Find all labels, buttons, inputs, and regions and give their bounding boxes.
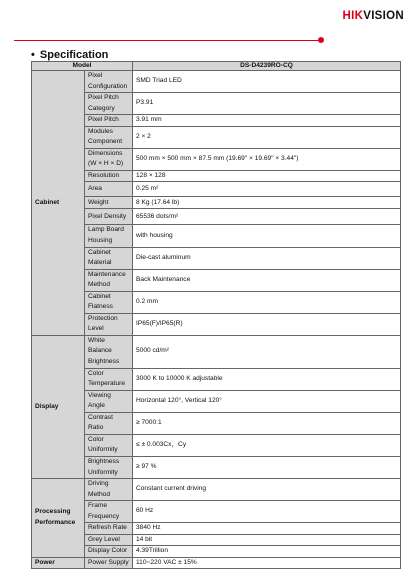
header-rule-dot: [318, 37, 324, 43]
header-rule: [14, 40, 319, 41]
table-row: [32, 534, 401, 546]
value-cell: with housing: [133, 225, 401, 247]
table-row: [32, 434, 401, 456]
value-cell: Horizontal 120°, Vertical 120°: [133, 390, 401, 412]
section-bullet: •: [31, 49, 35, 61]
attribute-cell: Maintenance Method: [85, 269, 133, 291]
table-row: [32, 197, 401, 209]
table-row: [32, 291, 401, 313]
table-header-row: [32, 62, 401, 71]
attribute-cell: Display Color: [85, 546, 133, 558]
attribute-cell: Power Supply: [85, 557, 133, 569]
attribute-cell: Lamp Board Housing: [85, 225, 133, 247]
brand-logo: [343, 10, 405, 22]
attribute-cell: Pixel Density: [85, 209, 133, 225]
value-cell: 0.25 m²: [133, 182, 401, 197]
section-title-text: Specification: [39, 49, 109, 61]
attribute-cell: Frame Frequency: [85, 501, 133, 523]
table-row: [32, 148, 401, 170]
brand-logo-prefix: HIK: [342, 10, 364, 22]
table-row: [32, 170, 401, 182]
model-value: DS-D4239RO-CQ: [133, 62, 401, 71]
table-row: [32, 247, 401, 269]
attribute-cell: Modules Component: [85, 126, 133, 148]
table-row: [32, 225, 401, 247]
category-cell: Processing Performance: [32, 479, 85, 558]
category-cell: Power: [32, 557, 85, 569]
value-cell: 500 mm × 500 mm × 87.5 mm (19.69" × 19.69" × 3.44"): [133, 148, 401, 170]
category-cell: Display: [32, 335, 85, 478]
value-cell: 128 × 128: [133, 170, 401, 182]
value-cell: IP65(F)/IP65(R): [133, 313, 401, 335]
table-row: [32, 93, 401, 115]
table-row: [32, 456, 401, 478]
table-row: [32, 335, 401, 368]
value-cell: ≥ 97 %: [133, 456, 401, 478]
value-cell: 110~220 VAC ± 15%: [133, 557, 401, 569]
attribute-cell: Refresh Rate: [85, 523, 133, 535]
value-cell: 14 bit: [133, 534, 401, 546]
value-cell: 3000 K to 10000 K adjustable: [133, 368, 401, 390]
attribute-cell: Contrast Ratio: [85, 412, 133, 434]
value-cell: 4.39Trillion: [133, 546, 401, 558]
value-cell: Constant current driving: [133, 479, 401, 501]
attribute-cell: Weight: [85, 197, 133, 209]
value-cell: 0.2 mm: [133, 291, 401, 313]
table-row: [32, 126, 401, 148]
value-cell: Die-cast aluminum: [133, 247, 401, 269]
attribute-cell: Protection Level: [85, 313, 133, 335]
attribute-cell: Dimensions (W × H × D): [85, 148, 133, 170]
value-cell: ≥ 7000:1: [133, 412, 401, 434]
table-row: [32, 71, 401, 93]
table-row: [32, 368, 401, 390]
attribute-cell: Cabinet Flatness: [85, 291, 133, 313]
value-cell: 2 × 2: [133, 126, 401, 148]
model-label: Model: [32, 62, 133, 71]
value-cell: P3.91: [133, 93, 401, 115]
value-cell: 65536 dots/m²: [133, 209, 401, 225]
value-cell: SMD Triad LED: [133, 71, 401, 93]
specification-table: [31, 61, 401, 569]
attribute-cell: Viewing Angle: [85, 390, 133, 412]
brand-logo-suffix: VISION: [363, 10, 404, 22]
table-body: [32, 71, 401, 569]
attribute-cell: Color Temperature: [85, 368, 133, 390]
value-cell: Back Maintenance: [133, 269, 401, 291]
value-cell: 3.91 mm: [133, 115, 401, 127]
attribute-cell: Grey Level: [85, 534, 133, 546]
table-row: [32, 209, 401, 225]
attribute-cell: Brightness Uniformity: [85, 456, 133, 478]
table-row: [32, 546, 401, 558]
attribute-cell: Area: [85, 182, 133, 197]
value-cell: 8 Kg (17.64 lb): [133, 197, 401, 209]
section-title: [31, 49, 108, 61]
table-row: [32, 523, 401, 535]
table-row: [32, 412, 401, 434]
table-row: [32, 557, 401, 569]
table-row: [32, 479, 401, 501]
category-cell: Cabinet: [32, 71, 85, 336]
table-row: [32, 182, 401, 197]
attribute-cell: Pixel Configuration: [85, 71, 133, 93]
attribute-cell: Pixel Pitch: [85, 115, 133, 127]
table-row: [32, 501, 401, 523]
attribute-cell: Resolution: [85, 170, 133, 182]
table-row: [32, 390, 401, 412]
attribute-cell: White Balance Brightness: [85, 335, 133, 368]
attribute-cell: Color Uniformity: [85, 434, 133, 456]
value-cell: 5000 cd/m²: [133, 335, 401, 368]
attribute-cell: Cabinet Material: [85, 247, 133, 269]
table-row: [32, 313, 401, 335]
value-cell: ≤ ± 0.003Cx，Cy: [133, 434, 401, 456]
table-row: [32, 115, 401, 127]
table-row: [32, 269, 401, 291]
attribute-cell: Pixel Pitch Category: [85, 93, 133, 115]
attribute-cell: Driving Method: [85, 479, 133, 501]
value-cell: 3840 Hz: [133, 523, 401, 535]
value-cell: 60 Hz: [133, 501, 401, 523]
